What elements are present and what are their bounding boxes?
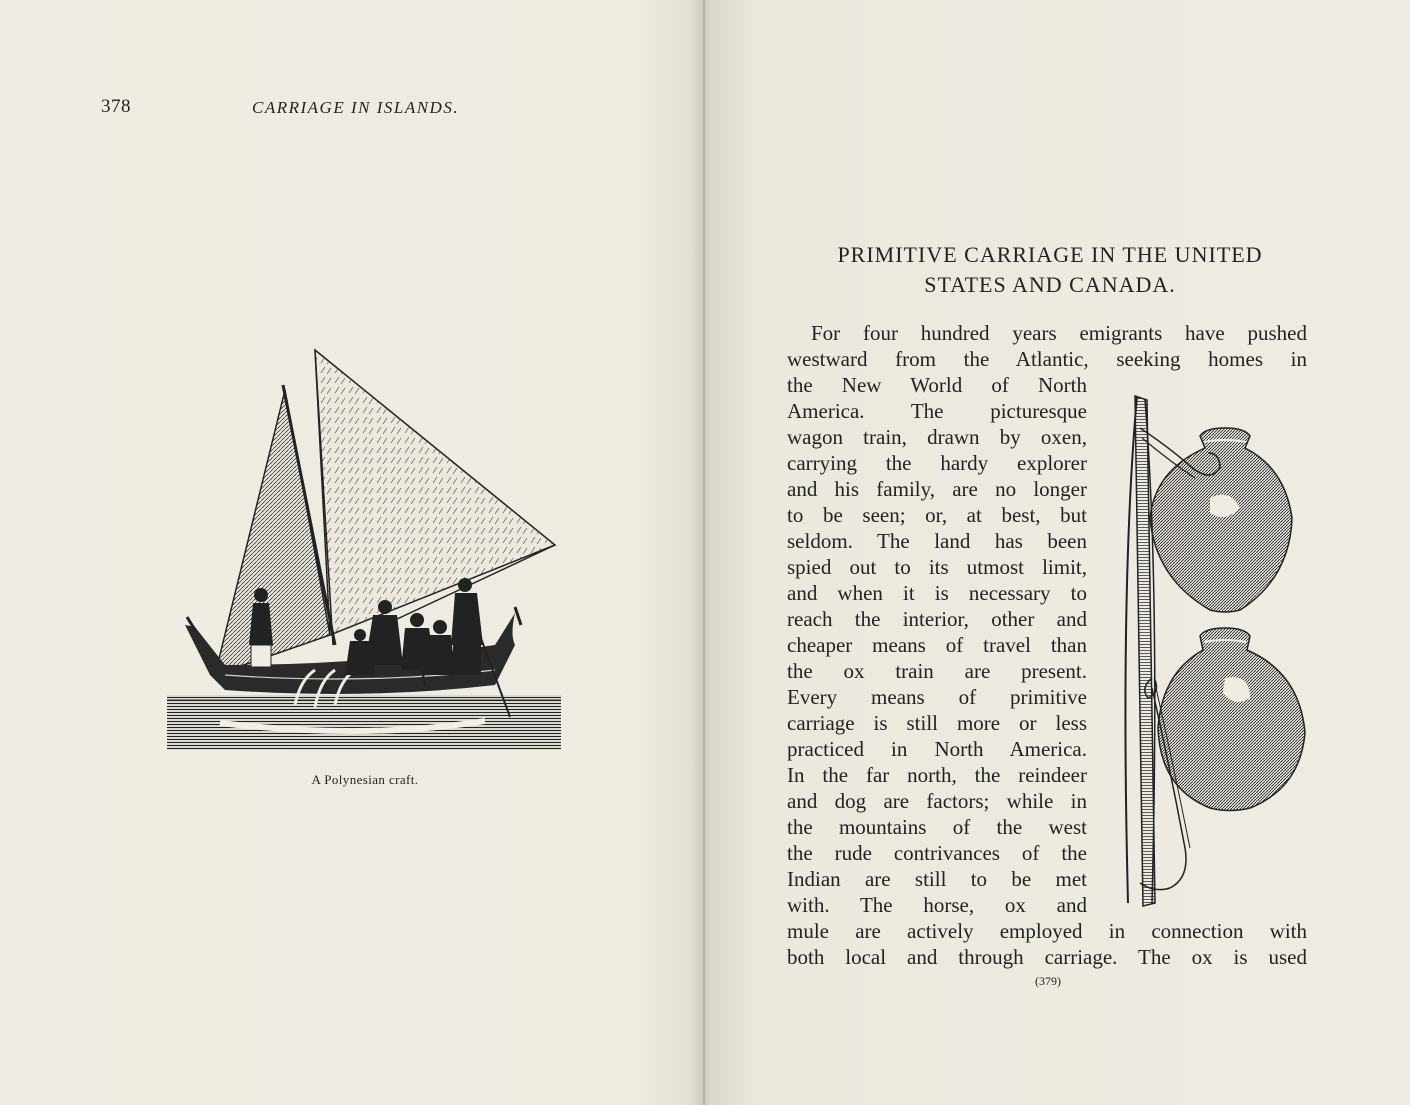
chapter-title xyxy=(790,240,1310,300)
polynesian-canoe-icon xyxy=(165,345,565,755)
book-gutter xyxy=(703,0,705,1105)
text-line: the mountains of the west xyxy=(787,815,1087,839)
text-line: the rude contrivances of the xyxy=(787,841,1087,865)
page-number-left: 378 xyxy=(101,96,131,117)
carrying-pole-jars-icon xyxy=(1100,388,1315,918)
text-line: the ox train are present. xyxy=(787,659,1087,683)
text-line: to be seen; or, at best, but xyxy=(787,503,1087,527)
text-line: mule are actively employed in connection with xyxy=(787,919,1307,943)
text-line: and his family, are no longer xyxy=(787,477,1087,501)
left-page xyxy=(0,0,703,1105)
text-line: and dog are factors; while in xyxy=(787,789,1087,813)
text-line: Indian are still to be met xyxy=(787,867,1087,891)
text-line: seldom. The land has been xyxy=(787,529,1087,553)
text-line: with. The horse, ox and xyxy=(787,893,1087,917)
chapter-title-line-2: STATES AND CANADA. xyxy=(924,272,1176,297)
text-line: cheaper means of travel than xyxy=(787,633,1087,657)
text-line: reach the interior, other and xyxy=(787,607,1087,631)
text-line: Every means of primitive xyxy=(787,685,1087,709)
text-line: the New World of North xyxy=(787,373,1087,397)
text-line: and when it is necessary to xyxy=(787,581,1087,605)
text-line: both local and through carriage. The ox is used xyxy=(787,945,1307,969)
figure-caption: A Polynesian craft. xyxy=(311,772,419,787)
running-head: CARRIAGE IN ISLANDS. xyxy=(252,98,460,117)
text-line: America. The picturesque xyxy=(787,399,1087,423)
text-line: carrying the hardy explorer xyxy=(787,451,1087,475)
text-line: practiced in North America. xyxy=(787,737,1087,761)
page-number-right: (379) xyxy=(1035,974,1061,988)
text-line: For four hundred years emigrants have pushed xyxy=(811,321,1307,345)
text-line: spied out to its utmost limit, xyxy=(787,555,1087,579)
text-line: westward from the Atlantic, seeking homes in xyxy=(787,347,1307,371)
text-line: wagon train, drawn by oxen, xyxy=(787,425,1087,449)
text-line: carriage is still more or less xyxy=(787,711,1087,735)
chapter-title-line-1: PRIMITIVE CARRIAGE IN THE UNITED xyxy=(837,242,1263,267)
text-line: In the far north, the reindeer xyxy=(787,763,1087,787)
